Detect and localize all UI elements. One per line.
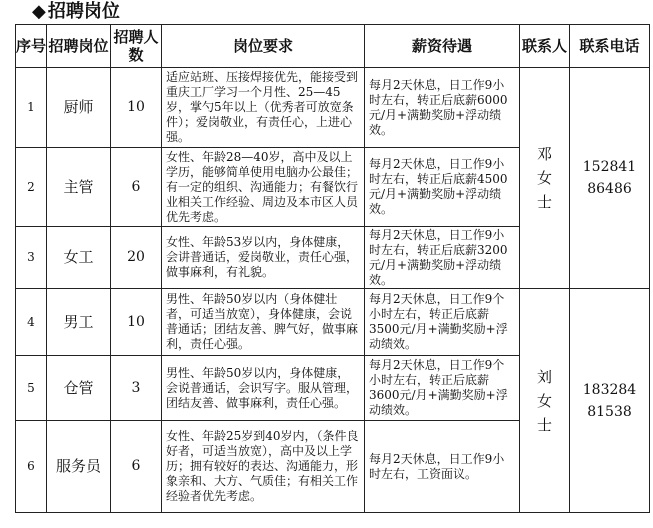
recruitment-table bbox=[15, 24, 650, 513]
row-no: 4 bbox=[16, 289, 47, 356]
row-no: 6 bbox=[16, 421, 47, 513]
row-position: 主管 bbox=[47, 148, 111, 227]
contact-name: 刘女士 bbox=[536, 367, 552, 434]
row-count: 6 bbox=[111, 148, 162, 227]
row-requirements: 女性、年龄25岁到40岁内，（条件良好者，可适当放宽），高中及以上学历；拥有较好的表达、沟通能力，形象亲和、大方、气质佳；有相关工作经验者优先考虑。 bbox=[162, 421, 365, 513]
header-requirements: 岗位要求 bbox=[162, 25, 365, 68]
row-position: 厨师 bbox=[47, 68, 111, 148]
row-position: 仓管 bbox=[47, 356, 111, 421]
section-heading bbox=[32, 0, 120, 24]
row-no: 5 bbox=[16, 356, 47, 421]
row-position: 服务员 bbox=[47, 421, 111, 513]
diamond-bullet-icon: ◆ bbox=[32, 1, 46, 22]
section-title: 招聘岗位 bbox=[47, 1, 120, 22]
contact-name: 邓女士 bbox=[536, 145, 552, 211]
row-count: 3 bbox=[111, 356, 162, 421]
row-requirements: 男性、年龄50岁以内，身体健康，会说普通话，会识写字。服从管理，团结友善、做事麻利，责任心强。 bbox=[162, 356, 365, 421]
table-row bbox=[16, 68, 650, 148]
row-no: 3 bbox=[16, 227, 47, 289]
contact-phone: 18328481538 bbox=[582, 381, 637, 420]
table-row bbox=[16, 289, 650, 356]
row-salary: 每月2天休息，日工作9小时左右，转正后底薪3200元/月+满勤奖励+浮动绩效。 bbox=[365, 227, 520, 289]
row-salary: 每月2天休息，日工作9个小时左右，转正后底薪3500元/月+满勤奖励+浮动绩效。 bbox=[365, 289, 520, 356]
contact-phone: 15284186486 bbox=[582, 159, 637, 197]
row-no: 2 bbox=[16, 148, 47, 227]
header-phone: 联系电话 bbox=[570, 25, 650, 68]
contact-person bbox=[520, 289, 570, 513]
header-count: 招聘人数 bbox=[111, 25, 162, 68]
header-position: 招聘岗位 bbox=[47, 25, 111, 68]
row-requirements: 女性、年龄53岁以内，身体健康，会讲普通话，爱岗敬业，责任心强，做事麻利，有礼貌。 bbox=[162, 227, 365, 289]
row-requirements: 适应站班、压接焊接优先，能接受到重庆工厂学习一个月性、25—45岁，掌勺5年以上（优秀者可放宽条件）；爱岗敬业，有责任心，上进心强。 bbox=[162, 68, 365, 148]
row-salary: 每月2天休息，日工作9个小时左右，转正后底薪3600元/月+满勤奖励+浮动绩效。 bbox=[365, 356, 520, 421]
header-no: 序号 bbox=[16, 25, 47, 68]
contact-phone-cell bbox=[570, 68, 650, 289]
header-salary: 薪资待遇 bbox=[365, 25, 520, 68]
header-row bbox=[16, 25, 650, 68]
row-salary: 每月2天休息，日工作9小时左右，转正后底薪6000元/月+满勤奖励+浮动绩效。 bbox=[365, 68, 520, 148]
row-count: 20 bbox=[111, 227, 162, 289]
row-salary: 每月2天休息，日工作9小时左右，工资面议。 bbox=[365, 421, 520, 513]
row-count: 10 bbox=[111, 68, 162, 148]
row-requirements: 女性、年龄28—40岁，高中及以上学历，能够简单使用电脑办公最佳；有一定的组织、沟通能力；有餐饮行业相关工作经验、周边及本市区人员优先考虑。 bbox=[162, 148, 365, 227]
row-count: 6 bbox=[111, 421, 162, 513]
contact-person bbox=[520, 68, 570, 289]
contact-phone-cell bbox=[570, 289, 650, 513]
header-contact: 联系人 bbox=[520, 25, 570, 68]
row-count: 10 bbox=[111, 289, 162, 356]
row-position: 男工 bbox=[47, 289, 111, 356]
row-no: 1 bbox=[16, 68, 47, 148]
row-requirements: 男性、年龄50岁以内（身体健壮者，可适当放宽），身体健康，会说普通话；团结友善、脾气好，做事麻利，责任心强。 bbox=[162, 289, 365, 356]
row-position: 女工 bbox=[47, 227, 111, 289]
row-salary: 每月2天休息，日工作9小时左右，转正后底薪4500元/月+满勤奖励+浮动绩效。 bbox=[365, 148, 520, 227]
